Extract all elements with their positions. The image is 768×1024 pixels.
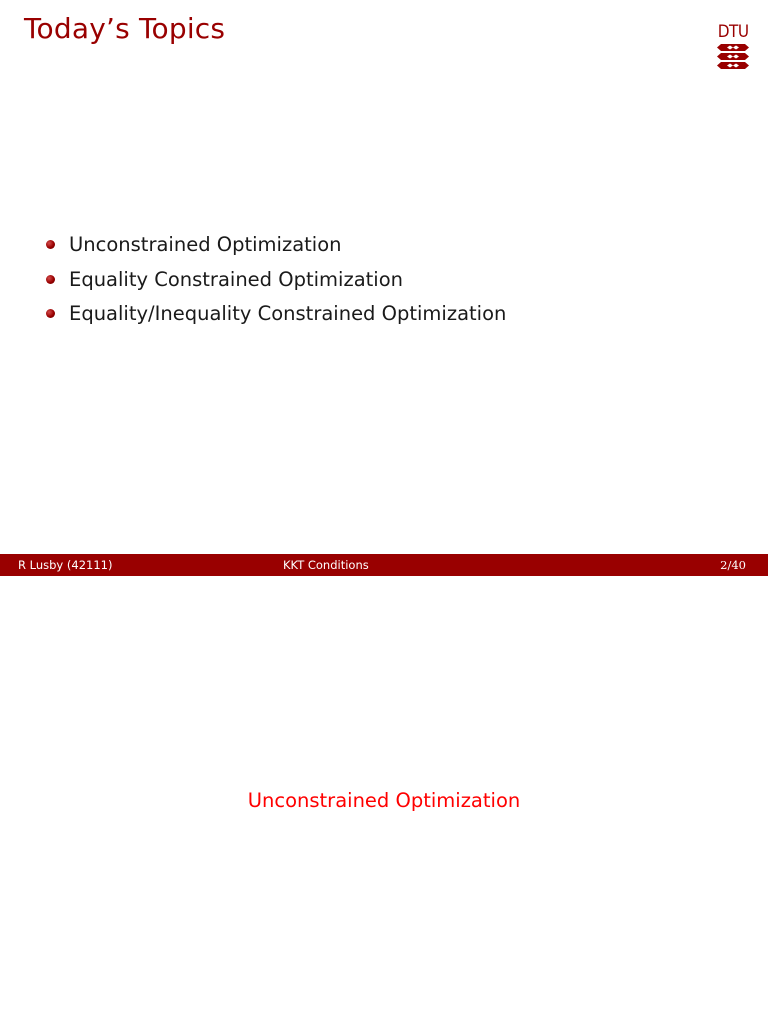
- bullet-icon: [46, 309, 55, 318]
- dtu-logo-text: DTU: [717, 22, 749, 42]
- slide-footer: [0, 554, 768, 576]
- topic-label: Equality/Inequality Constrained Optimization: [69, 302, 507, 325]
- topic-list: [46, 228, 506, 332]
- slide-section-unconstrained: [0, 576, 768, 1024]
- section-title: Unconstrained Optimization: [247, 789, 521, 812]
- bullet-icon: [46, 240, 55, 249]
- dtu-logo: [716, 22, 750, 70]
- list-item: [46, 263, 506, 298]
- topic-label: Unconstrained Optimization: [69, 233, 342, 256]
- footer-title: KKT Conditions: [283, 558, 369, 572]
- topic-label: Equality Constrained Optimization: [69, 267, 403, 291]
- bullet-icon: [46, 275, 55, 284]
- list-item: [46, 228, 506, 263]
- frame-title: Today’s Topics: [24, 12, 226, 45]
- footer-author: R Lusby (42111): [18, 558, 113, 572]
- footer-page-number: 2/40: [720, 558, 746, 572]
- dtu-logo-icon: [717, 44, 749, 70]
- list-item: [46, 297, 506, 332]
